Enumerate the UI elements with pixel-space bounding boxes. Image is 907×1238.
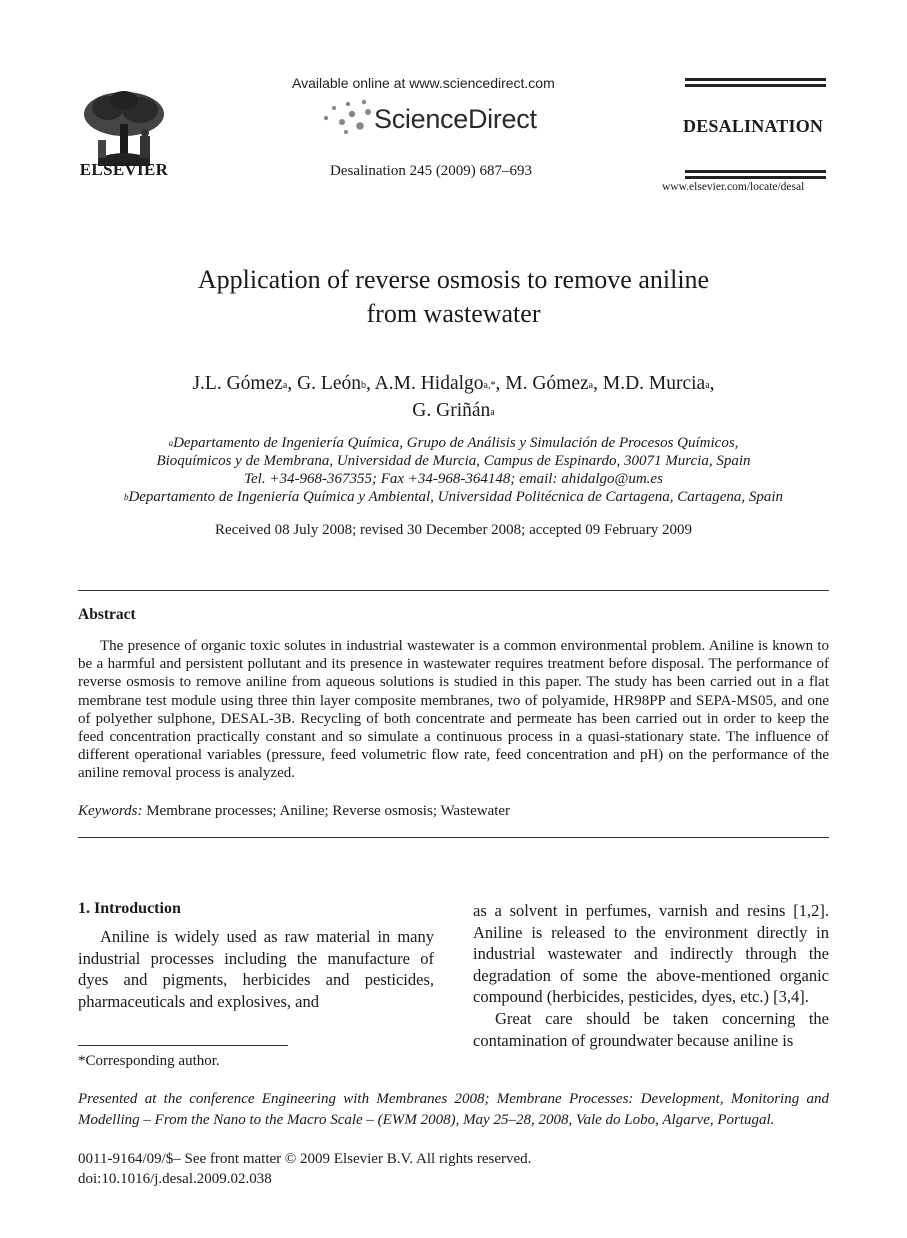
author-name: M. Gómez [505,373,589,394]
journal-name: DESALINATION [683,116,824,136]
divider-bottom [78,837,829,838]
sciencedirect-wordmark: ScienceDirect [374,104,537,134]
affil-a-sup: a [168,438,174,448]
footnote-rule [78,1045,288,1046]
conference-note: Presented at the conference Engineering with Membranes 2008; Membrane Processes: Development, Monitoring and Modelling – From the Nano to the Macro Scale – (EWM 2008), May 25–28, 2008, Vale do Lobo, Algarve, Portugal. [78,1091,829,1128]
author-affil-sup: a [490,407,495,418]
journal-rule-top [685,78,826,90]
author-name: A.M. Hidalgo [374,373,484,394]
received-dates: Received 08 July 2008; revised 30 December 2008; accepted 09 February 2009 [215,522,692,538]
affiliation-b: Departamento de Ingeniería Química y Ambiental, Universidad Politécnica de Cartagena, Cartagena, Spain [128,489,784,505]
column-right [473,900,829,1051]
author-name: G. León [297,373,361,394]
keywords-list: Membrane processes; Aniline; Reverse osmosis; Wastewater [146,803,511,819]
affiliations [0,434,907,506]
author-name: G. Griñán [412,400,491,421]
author-name: J.L. Gómez [192,373,283,394]
abstract-text: The presence of organic toxic solutes in industrial wastewater is a common environmental problem. Aniline is known to be a harmful and persistent pollutant and its presence in wastewater requires treatment before disposal. The performance of reverse osmosis to remove aniline from aqueous solutions is studied in this paper. The study has been carried out in a flat membrane test module using three thin layer composite membranes, two of polyamide, HR98PP and SEPA-MS05, and one of polyether sulphone, DESAL-3B. Recycling of both concentrate and permeate has been carried out in order to keep the feed concentration practically constant and so simulate a continuous process in a quasi-stationary state. The influence of different operational variables (pressure, feed volumetric flow rate, feed concentration and pH) on the performance of the aniline removal process is analyzed. [78,638,829,782]
author-affil-sup: a [588,380,594,391]
affiliation-a-contact: Tel. +34-968-367355; Fax +34-968-364148; email: ahidalgo@um.es [244,471,663,487]
journal-url-link[interactable]: www.elsevier.com/locate/desal [662,181,805,193]
affiliation-a-line1: Departamento de Ingeniería Química, Grupo de Análisis y Simulación de Procesos Químicos, [173,435,739,451]
affil-b-sup: b [123,492,129,502]
issn-copyright: 0011-9164/09/$– See front matter © 2009 Elsevier B.V. All rights reserved. [78,1151,532,1167]
journal-citation: Desalination 245 (2009) 687–693 [330,163,533,179]
column-left [78,900,434,1012]
copyright-block [78,1149,531,1189]
author-affil-sup: a,* [483,380,496,391]
doi-link[interactable]: doi:10.1016/j.desal.2009.02.038 [78,1171,272,1187]
title-line-2: from wastewater [366,299,541,328]
intro-paragraph: Aniline is widely used as raw material in many industrial processes including the manufacture of dyes and pigments, herbicides and pesticides, pharmaceuticals and explosives, and [78,927,434,1011]
author-affil-sup: a [282,380,288,391]
divider-top [78,590,829,591]
publisher-name: ELSEVIER [79,160,169,179]
affiliation-a-line2: Bioquímicos y de Membrana, Universidad de Murcia, Campus de Espinardo, 30071 Murcia, Spain [156,453,751,469]
section-heading: 1. Introduction [78,900,181,917]
corresponding-author-note: *Corresponding author. [78,1053,220,1069]
intro-paragraph-2: Great care should be taken concerning the contamination of groundwater because aniline is [473,1008,829,1050]
author-name: M.D. Murcia [602,373,706,394]
keywords [78,803,510,820]
author-affil-sup: a [705,380,710,391]
available-online-text: Available online at www.sciencedirect.com [292,75,555,91]
keywords-label: Keywords: [78,803,143,819]
abstract-heading: Abstract [78,606,136,623]
author-affil-sup: b [360,380,366,391]
author-list: J.L. Gómez$^a$, G. León$^b$, A.M. Hidalgo$^{a,*}$, M. Gómez$^a$, M.D. Murcia$^a$, G. Griñán$^a$ [192,373,715,421]
intro-paragraph-continued: as a solvent in perfumes, varnish and resins [1,2]. Aniline is released to the environment directly in industrial wastewater and indirectly through the degradation of some the above-mentioned organic compound (herbicides, pesticides, dyes, etc.) [3,4]. [473,901,829,1007]
title-line-1: Application of reverse osmosis to remove aniline [197,265,710,294]
article-title [0,263,907,331]
